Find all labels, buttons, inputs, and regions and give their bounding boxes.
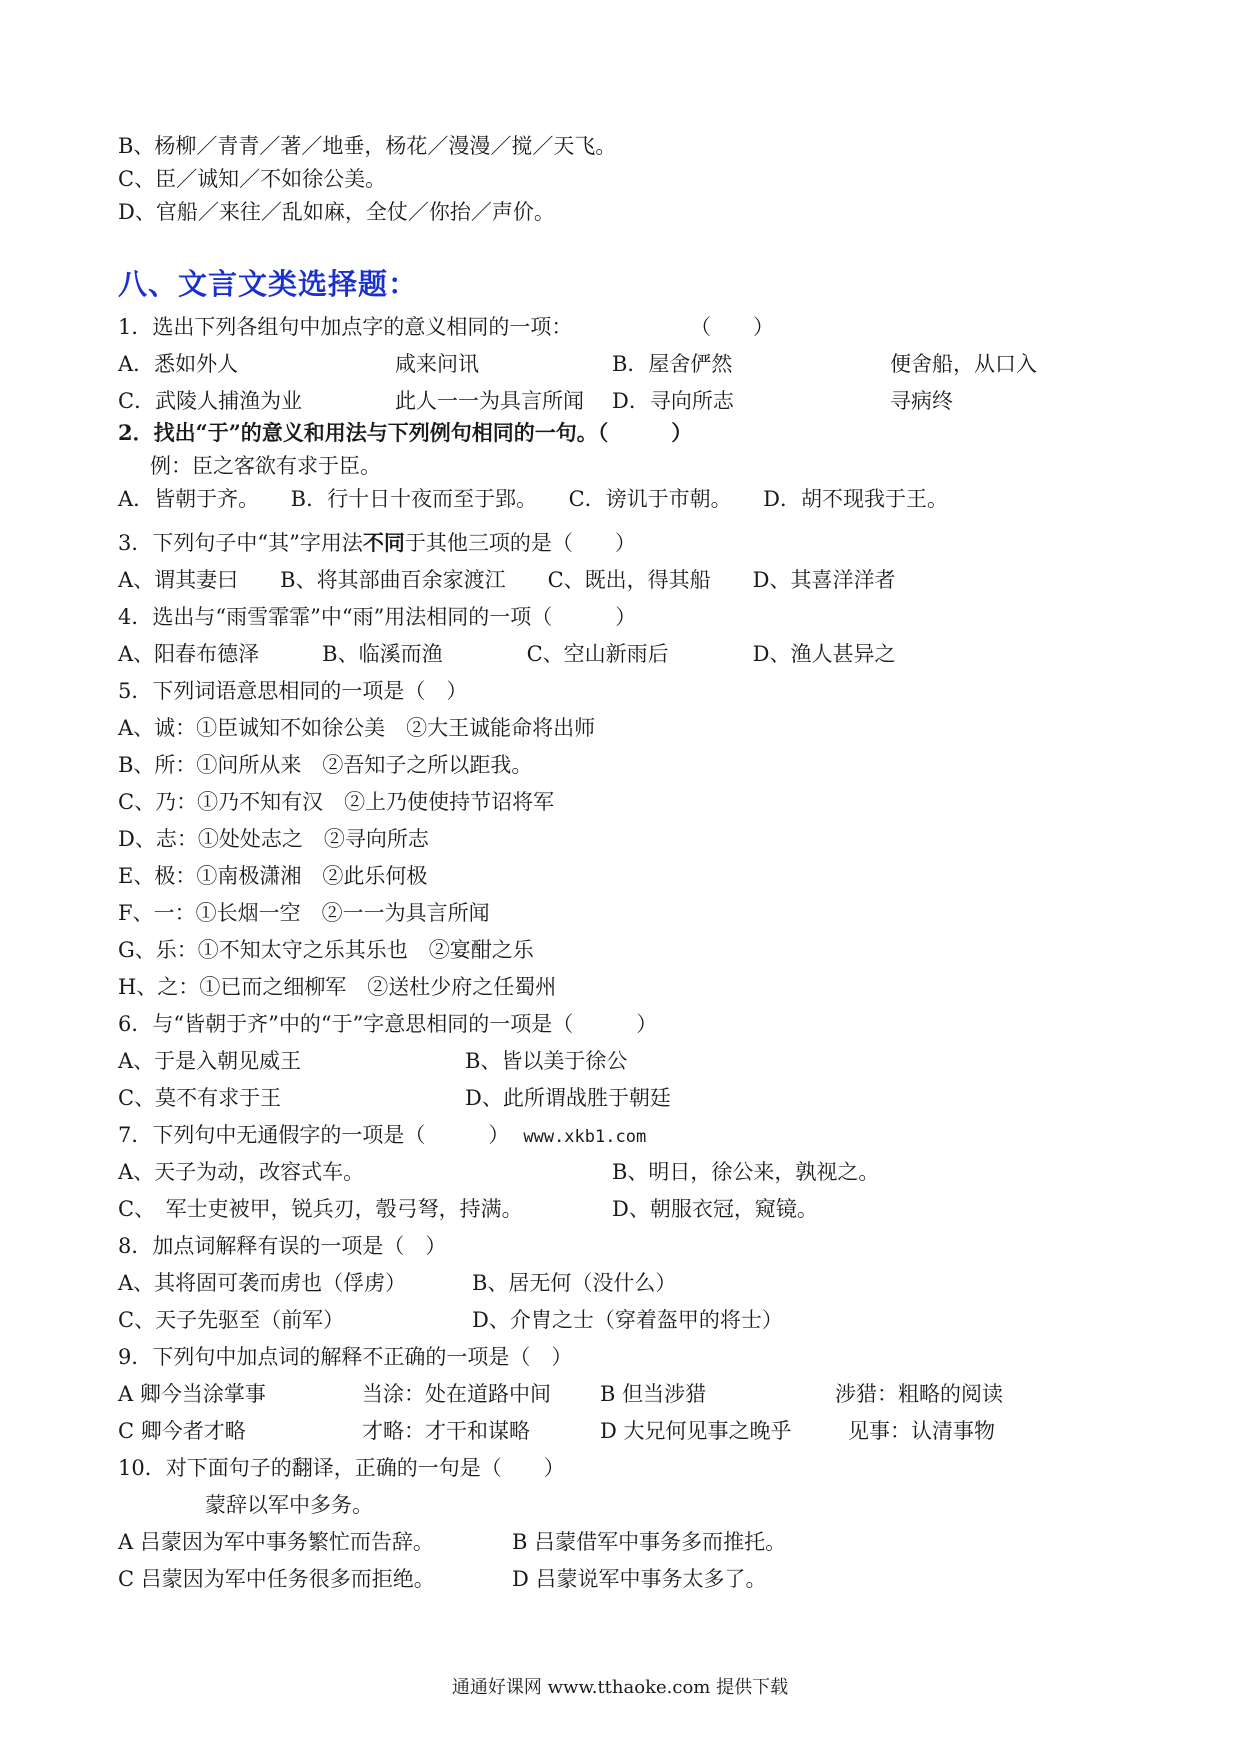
q6-stem: 6．与“皆朝于齐”中的“于”字意思相同的一项是（ ） xyxy=(118,1012,658,1036)
q9-option-c2: 才略：才干和谋略 xyxy=(362,1419,530,1443)
option-d-line: D、官船／来往／乱如麻，全仗／你抬／声价。 xyxy=(118,200,555,224)
q10-sentence: 蒙辞以军中多务。 xyxy=(205,1493,373,1517)
q1-answer-paren: （ ） xyxy=(690,315,774,339)
q7-option-c: C、 军士吏被甲，锐兵刃，彀弓弩，持满。 xyxy=(118,1197,523,1221)
q3-options: A、谓其妻曰 B、将其部曲百余家渡江 C、既出，得其船 D、其喜洋洋者 xyxy=(118,568,896,592)
q5-option-e: E、极：①南极潇湘 ②此乐何极 xyxy=(118,864,428,888)
q1-stem: 1．选出下列各组句中加点字的意义相同的一项： xyxy=(118,315,573,339)
q6-option-a: A、于是入朝见威王 xyxy=(118,1049,302,1073)
q10-stem: 10．对下面句子的翻译，正确的一句是（ ） xyxy=(118,1456,565,1480)
q9-option-c1: C 卿今者才略 xyxy=(118,1419,246,1443)
q5-option-d: D、志：①处处志之 ②寻向所志 xyxy=(118,827,429,851)
q9-option-b1: B 但当涉猎 xyxy=(600,1382,707,1406)
q10-option-b: B 吕蒙借军中事务多而推托。 xyxy=(512,1530,787,1554)
q9-option-b2: 涉猎：粗略的阅读 xyxy=(835,1382,1003,1406)
q9-option-a1: A 卿今当涂掌事 xyxy=(118,1382,266,1406)
q6-option-d: D、此所谓战胜于朝廷 xyxy=(465,1086,671,1110)
q7-stem-text: 7．下列句中无通假字的一项是（ ） xyxy=(118,1123,510,1147)
q8-option-c: C、天子先驱至（前军） xyxy=(118,1308,345,1332)
q9-stem: 9．下列句中加点词的解释不正确的一项是（ ） xyxy=(118,1345,573,1369)
q7-option-b: B、明日，徐公来，孰视之。 xyxy=(612,1160,880,1184)
q5-option-f: F、一：①长烟一空 ②一一为具言所闻 xyxy=(118,901,490,925)
q3-stem-post: 于其他三项的是（ ） xyxy=(404,531,636,555)
q8-option-a: A、其将固可袭而虏也（俘虏） xyxy=(118,1271,407,1295)
q7-stem xyxy=(118,1120,646,1152)
q10-option-a: A 吕蒙因为军中事务繁忙而告辞。 xyxy=(118,1530,434,1554)
page-footer: 通通好课网 www.tthaoke.com 提供下载 xyxy=(451,1677,789,1698)
q5-option-a: A、诚：①臣诚知不如徐公美 ②大王诚能命将出师 xyxy=(118,716,596,740)
q3-stem xyxy=(118,528,636,558)
q8-option-d: D、介胄之士（穿着盔甲的将士） xyxy=(472,1308,783,1332)
q5-option-c: C、乃：①乃不知有汉 ②上乃使使持节诏将军 xyxy=(118,790,555,814)
q8-stem: 8．加点词解释有误的一项是（ ） xyxy=(118,1234,447,1258)
option-b-line: B、杨柳／青青／著／地垂，杨花／漫漫／搅／天飞。 xyxy=(118,134,617,158)
q4-options: A、阳春布德泽 B、临溪而渔 C、空山新雨后 D、渔人甚异之 xyxy=(118,642,896,666)
q1-option-c1: C．武陵人捕渔为业 xyxy=(118,389,303,413)
q5-option-h: H、之：①已而之细柳军 ②送杜少府之任蜀州 xyxy=(118,975,557,999)
q5-stem: 5．下列词语意思相同的一项是（ ） xyxy=(118,679,468,703)
q10-option-c: C 吕蒙因为军中任务很多而拒绝。 xyxy=(118,1567,435,1591)
q1-option-a2: 咸来问讯 xyxy=(395,352,479,376)
section-heading: 八、文言文类选择题： xyxy=(118,267,419,301)
q7-option-d: D、朝服衣冠，窥镜。 xyxy=(612,1197,818,1221)
q2-options: A．皆朝于齐。 B．行十日十夜而至于郢。 C．谤讥于市朝。 D．胡不现我于王。 xyxy=(118,487,948,511)
q5-option-g: G、乐：①不知太守之乐其乐也 ②宴酣之乐 xyxy=(118,938,534,962)
q8-option-b: B、居无何（没什么） xyxy=(472,1271,677,1295)
option-c-line: C、臣／诚知／不如徐公美。 xyxy=(118,167,387,191)
q1-option-c2: 此人一一为具言所闻 xyxy=(395,389,584,413)
q9-option-d1: D 大兄何见事之晚乎 xyxy=(600,1419,792,1443)
q7-option-a: A、天子为动，改容式车。 xyxy=(118,1160,365,1184)
q1-option-b2: 便舍船，从口入 xyxy=(890,352,1037,376)
q1-option-d1: D．寻向所志 xyxy=(612,389,734,413)
q6-option-b: B、皆以美于徐公 xyxy=(465,1049,628,1073)
q1-option-b1: B．屋舍俨然 xyxy=(612,352,733,376)
q2-stem: 2．找出“于”的意义和用法与下列例句相同的一句。（ ） xyxy=(118,420,693,445)
q1-option-d2: 寻病终 xyxy=(890,389,953,413)
q9-option-d2: 见事：认清事物 xyxy=(848,1419,995,1443)
q2-example: 例：臣之客欲有求于臣。 xyxy=(150,454,381,478)
q3-stem-bold: 不同 xyxy=(362,530,405,555)
q1-option-a1: A．悉如外人 xyxy=(118,352,239,376)
q6-option-c: C、莫不有求于王 xyxy=(118,1086,282,1110)
q10-option-d: D 吕蒙说军中事务太多了。 xyxy=(512,1567,767,1591)
q9-option-a2: 当涂：处在道路中间 xyxy=(362,1382,551,1406)
q7-url: www.xkb1.com xyxy=(523,1127,647,1147)
q4-stem: 4．选出与“雨雪霏霏”中“雨”用法相同的一项（ ） xyxy=(118,605,637,629)
q3-stem-pre: 3．下列句子中“其”字用法 xyxy=(118,531,363,555)
q5-option-b: B、所：①问所从来 ②吾知子之所以距我。 xyxy=(118,753,533,777)
